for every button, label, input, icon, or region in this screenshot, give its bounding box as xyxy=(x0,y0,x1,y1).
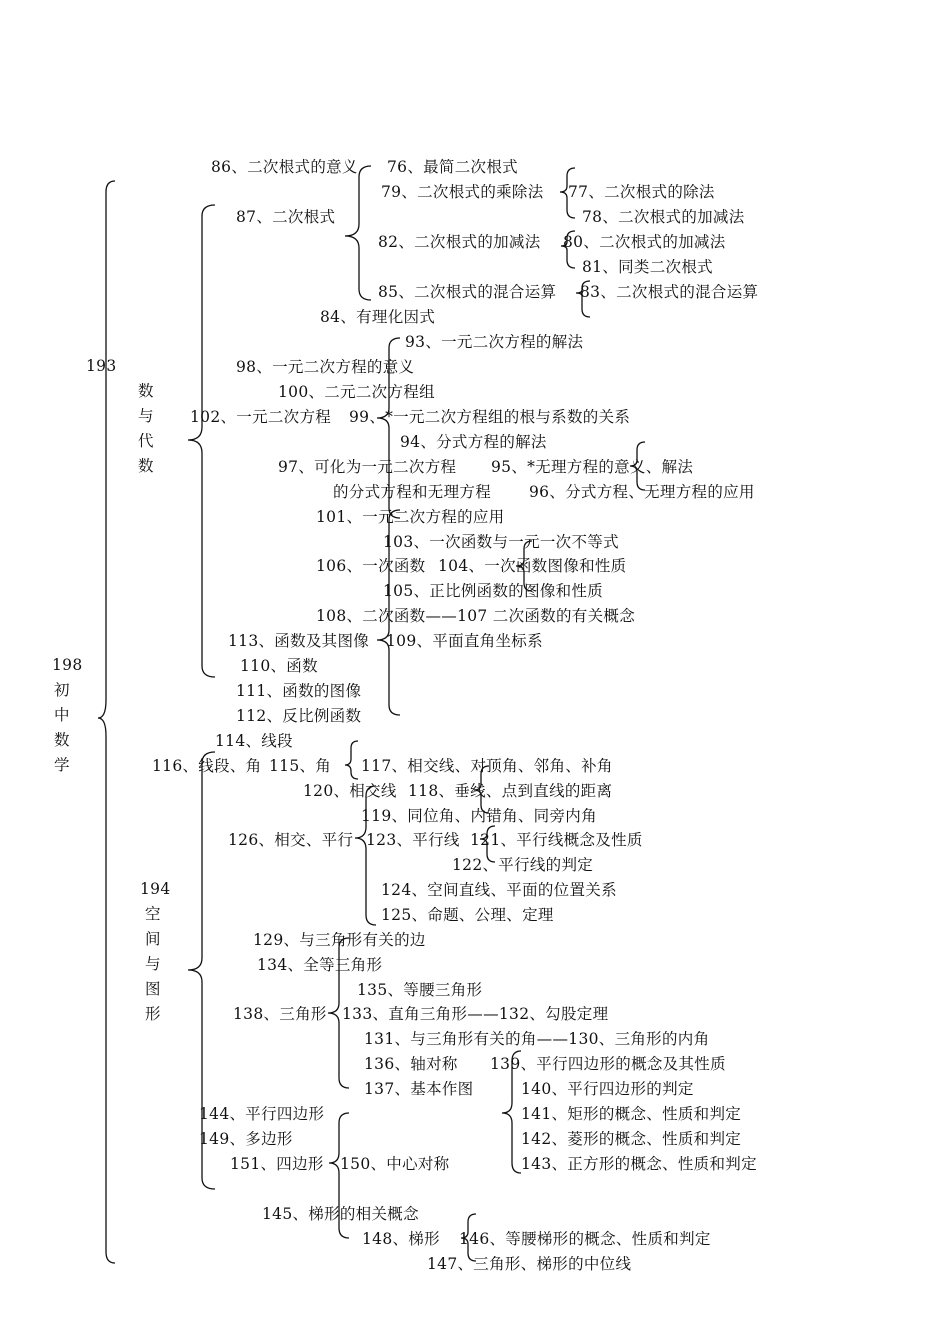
topic-node: 146、等腰梯形的概念、性质和判定 xyxy=(459,1230,711,1248)
topic-node: 143、正方形的概念、性质和判定 xyxy=(521,1155,757,1173)
topic-node: 117、相交线、对顶角、邻角、补角 xyxy=(361,757,613,775)
topic-node: 149、多边形 xyxy=(199,1130,293,1148)
branch-geometry-title-char: 图 xyxy=(145,980,161,998)
topic-node: 148、梯形 xyxy=(362,1230,440,1248)
topic-node: 85、二次根式的混合运算 xyxy=(378,283,557,301)
topic-node: 147、三角形、梯形的中位线 xyxy=(427,1255,632,1273)
topic-node: 126、相交、平行 xyxy=(228,831,354,849)
topic-node: 98、一元二次方程的意义 xyxy=(236,358,415,376)
topic-node: 145、梯形的相关概念 xyxy=(262,1205,419,1223)
topic-node: 135、等腰三角形 xyxy=(357,981,483,999)
topic-node: 150、中心对称 xyxy=(340,1155,450,1173)
topic-node: 115、角 xyxy=(269,757,332,775)
topic-node: 95、*无理方程的意义、解法 xyxy=(491,458,694,476)
brace-geometry xyxy=(188,752,215,1189)
topic-node: 140、平行四边形的判定 xyxy=(521,1080,694,1098)
topic-node: 81、同类二次根式 xyxy=(582,258,713,276)
topic-node: 103、一次函数与一元一次不等式 xyxy=(383,533,619,551)
topic-node: 151、四边形 xyxy=(230,1155,324,1173)
topic-node: 144、平行四边形 xyxy=(199,1105,325,1123)
topic-node: 112、反比例函数 xyxy=(236,707,362,725)
topic-node: 100、二元二次方程组 xyxy=(278,383,435,401)
branch-geometry-title-char: 间 xyxy=(145,930,161,948)
topic-node: 141、矩形的概念、性质和判定 xyxy=(521,1105,742,1123)
topic-node: 94、分式方程的解法 xyxy=(400,433,547,451)
topic-node: 96、分式方程、无理方程的应用 xyxy=(529,483,755,501)
topic-node: 120、相交线 xyxy=(303,782,397,800)
topic-node: 137、基本作图 xyxy=(364,1080,474,1098)
topic-node: 131、与三角形有关的角——130、三角形的内角 xyxy=(364,1030,710,1048)
topic-node: 139、平行四边形的概念及其性质 xyxy=(490,1055,726,1073)
topic-node: 138、三角形 xyxy=(233,1005,327,1023)
topic-node: 99、*一元二次方程组的根与系数的关系 xyxy=(349,408,631,426)
topic-node: 113、函数及其图像 xyxy=(228,632,370,650)
branch-algebra-title-char: 数 xyxy=(138,382,154,400)
topic-node: 104、一次函数图像和性质 xyxy=(438,557,627,575)
topic-node: 102、一元二次方程 xyxy=(190,408,332,426)
topic-node: 87、二次根式 xyxy=(236,208,336,226)
brace-115 xyxy=(345,741,358,779)
topic-node: 125、命题、公理、定理 xyxy=(381,906,554,924)
topic-node: 101、一元二次方程的应用 xyxy=(316,508,505,526)
topic-node: 110、函数 xyxy=(240,657,318,675)
branch-geometry-number: 194 xyxy=(140,880,171,898)
topic-node: 118、垂线、点到直线的距离 xyxy=(408,782,613,800)
root-title-char: 中 xyxy=(54,706,70,724)
topic-node: 111、函数的图像 xyxy=(236,682,362,700)
topic-node: 119、同位角、内错角、同旁内角 xyxy=(361,807,597,825)
topic-node: 的分式方程和无理方程 xyxy=(333,483,492,501)
topic-node: 78、二次根式的加减法 xyxy=(582,208,745,226)
topic-node: 80、二次根式的加减法 xyxy=(563,233,726,251)
branch-algebra-title-char: 代 xyxy=(138,432,154,450)
branch-algebra-title-char: 数 xyxy=(138,457,154,475)
topic-node: 109、平面直角坐标系 xyxy=(386,632,543,650)
root-title-char: 学 xyxy=(54,756,70,774)
branch-geometry-title-char: 形 xyxy=(145,1005,161,1023)
root-number: 198 xyxy=(52,656,83,674)
topic-node: 123、平行线 xyxy=(366,831,460,849)
topic-node: 129、与三角形有关的边 xyxy=(253,931,426,949)
topic-node: 106、一次函数 xyxy=(316,557,426,575)
root-title-char: 初 xyxy=(54,681,70,699)
brace-algebra xyxy=(188,205,215,677)
topic-node: 77、二次根式的除法 xyxy=(568,183,715,201)
topic-node: 84、有理化因式 xyxy=(320,308,436,326)
brace-root xyxy=(98,181,115,1263)
topic-node: 108、二次函数——107 二次函数的有关概念 xyxy=(316,607,635,625)
topic-node: 134、全等三角形 xyxy=(257,956,383,974)
branch-algebra-number: 193 xyxy=(86,357,117,375)
topic-node: 86、二次根式的意义 xyxy=(211,158,358,176)
brace-87 xyxy=(345,166,371,300)
topic-node: 133、直角三角形——132、勾股定理 xyxy=(342,1005,609,1023)
branch-geometry-title-char: 空 xyxy=(145,905,161,923)
topic-node: 124、空间直线、平面的位置关系 xyxy=(381,881,617,899)
topic-node: 93、一元二次方程的解法 xyxy=(405,333,584,351)
root-title-char: 数 xyxy=(54,731,70,749)
topic-node: 114、线段 xyxy=(215,732,293,750)
topic-node: 97、可化为一元二次方程 xyxy=(278,458,457,476)
topic-node: 142、菱形的概念、性质和判定 xyxy=(521,1130,742,1148)
topic-node: 136、轴对称 xyxy=(364,1055,458,1073)
topic-node: 121、平行线概念及性质 xyxy=(470,831,643,849)
branch-algebra-title-char: 与 xyxy=(138,407,154,425)
topic-node: 76、最简二次根式 xyxy=(387,158,518,176)
topic-node: 105、正比例函数的图像和性质 xyxy=(383,582,604,600)
topic-node: 79、二次根式的乘除法 xyxy=(381,183,544,201)
topic-node: 122、平行线的判定 xyxy=(452,856,594,874)
topic-node: 116、线段、角 xyxy=(152,757,262,775)
topic-node: 82、二次根式的加减法 xyxy=(378,233,541,251)
branch-geometry-title-char: 与 xyxy=(145,955,161,973)
topic-node: 83、二次根式的混合运算 xyxy=(580,283,759,301)
